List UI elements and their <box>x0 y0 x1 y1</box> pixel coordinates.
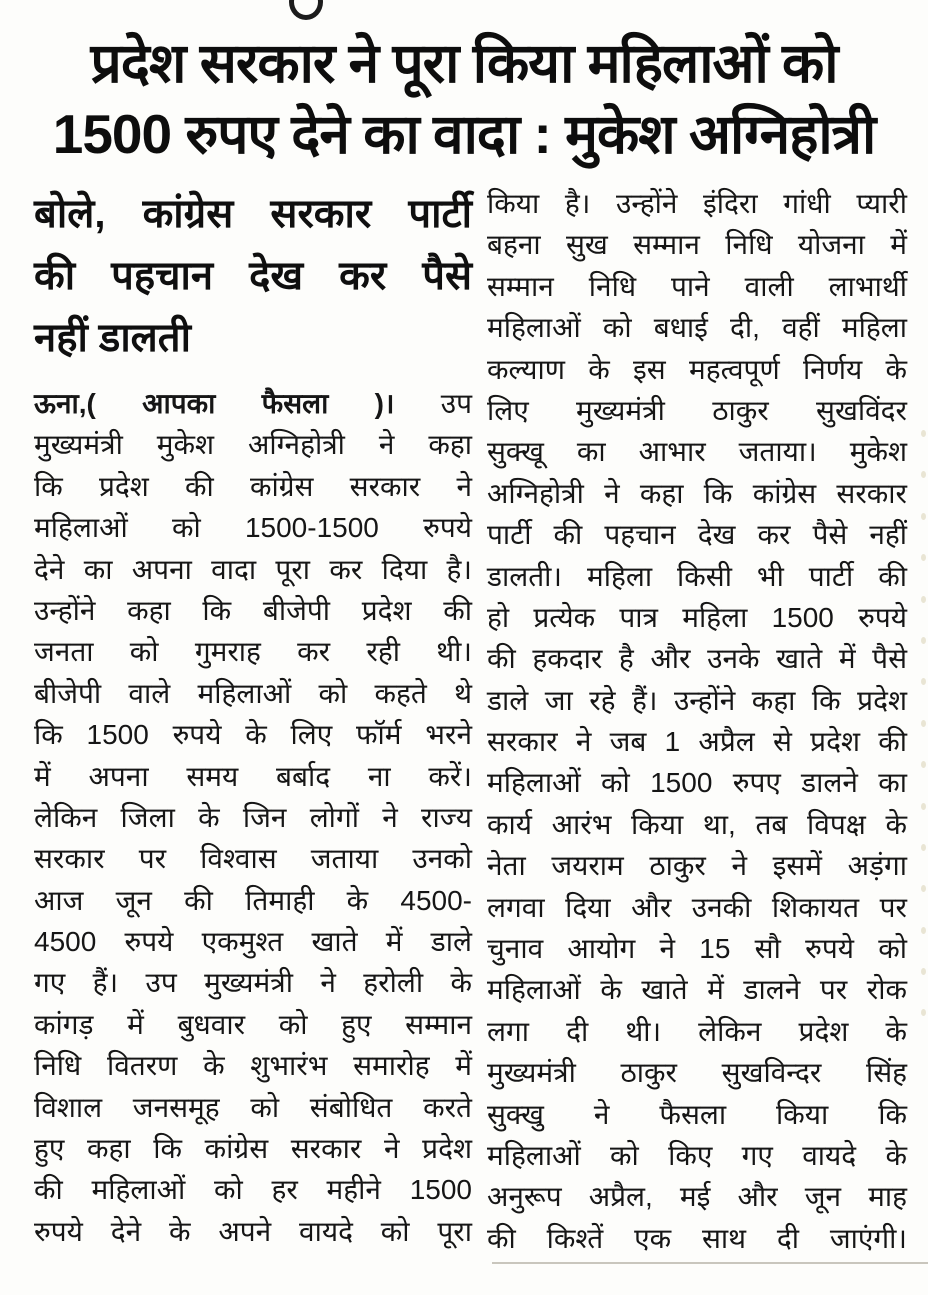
body-line: सरकार पर विश्वास जताया उनको <box>34 843 472 875</box>
subheadline-line: नहीं डालती <box>34 316 191 360</box>
body-line: की महिलाओं को हर महीने 1500 <box>34 1174 472 1206</box>
body-line: महिलाओं को किए गए वायदे के <box>487 1139 907 1171</box>
body-line: गए हैं। उप मुख्यमंत्री ने हरोली के <box>34 967 472 999</box>
body-line: विशाल जनसमूह को संबोधित करते <box>34 1091 472 1123</box>
body-line: की किश्तें एक साथ दी जाएंगी। <box>487 1222 907 1254</box>
body-line: बहना सुख सम्मान निधि योजना में <box>487 229 907 261</box>
body-column-left <box>34 183 472 1259</box>
body-line: सुक्खु ने फैसला किया कि <box>487 1098 907 1130</box>
body-line: लगवा दिया और उनकी शिकायत पर <box>487 891 907 923</box>
body-line: कार्य आरंभ किया था, तब विपक्ष के <box>487 808 907 840</box>
body-line: नेता जयराम ठाकुर ने इसमें अड़ंगा <box>487 850 907 882</box>
body-line: हुए कहा कि कांग्रेस सरकार ने प्रदेश <box>34 1133 472 1165</box>
body-line: लगा दी थी। लेकिन प्रदेश के <box>487 1015 907 1047</box>
body-line: अग्निहोत्री ने कहा कि कांग्रेस सरकार <box>487 477 907 509</box>
body-line: की हकदार है और उनके खाते में पैसे <box>487 643 907 675</box>
body-line: कि 1500 रुपये के लिए फॉर्म भरने <box>34 719 472 751</box>
dateline: ऊना,( आपका फैसला )। <box>34 388 395 419</box>
article-headline <box>10 28 918 170</box>
body-line: लेकिन जिला के जिन लोगों ने राज्य <box>34 801 472 833</box>
body-line: देने का अपना वादा पूरा कर दिया है। <box>34 553 472 585</box>
body-line: सम्मान निधि पाने वाली लाभार्थी <box>487 270 907 302</box>
body-line: कांगड़ में बुधवार को हुए सम्मान <box>34 1008 472 1040</box>
body-line: उन्होंने कहा कि बीजेपी प्रदेश की <box>34 594 472 626</box>
body-line: कल्याण के इस महत्वपूर्ण निर्णय के <box>487 353 907 385</box>
body-line: डाले जा रहे हैं। उन्होंने कहा कि प्रदेश <box>487 684 907 716</box>
body-line: रुपये देने के अपने वायदे को पूरा <box>34 1215 472 1247</box>
right-edge-scan-artifacts <box>921 430 927 1051</box>
headline-line-2: 1500 रुपए देने का वादा : मुकेश अग्निहोत्री <box>52 103 876 165</box>
body-line: हो प्रत्येक पात्र महिला 1500 रुपये <box>487 601 907 633</box>
body-line: महिलाओं को 1500 रुपए डालने का <box>487 767 907 799</box>
body-column-right <box>487 183 907 1259</box>
body-line: निधि वितरण के शुभारंभ समारोह में <box>34 1050 472 1082</box>
body-line: सुक्खू का आभार जताया। मुकेश <box>487 436 907 468</box>
body-line: मुख्यमंत्री ठाकुर सुखविन्दर सिंह <box>487 1057 907 1089</box>
subheadline-line: बोले, कांग्रेस सरकार पार्टी <box>34 192 472 236</box>
article-subheadline <box>34 183 472 369</box>
adjacent-article-rule <box>492 1262 928 1264</box>
body-line: मुख्यमंत्री मुकेश अग्निहोत्री ने कहा <box>34 429 472 461</box>
article-body-columns <box>34 183 907 1259</box>
cut-off-letter-fragment <box>289 0 323 20</box>
subheadline-line: की पहचान देख कर पैसे <box>34 254 472 298</box>
body-line: जनता को गुमराह कर रही थी। <box>34 636 472 668</box>
dateline-row <box>34 383 472 424</box>
body-line: आज जून की तिमाही के 4500- <box>34 884 472 916</box>
body-line: 4500 रुपये एकमुश्त खाते में डाले <box>34 926 472 958</box>
body-line: कि प्रदेश की कांग्रेस सरकार ने <box>34 470 472 502</box>
body-line: चुनाव आयोग ने 15 सौ रुपये को <box>487 933 907 965</box>
body-line: महिलाओं को 1500-1500 रुपये <box>34 512 472 544</box>
body-line: सरकार ने जब 1 अप्रैल से प्रदेश की <box>487 726 907 758</box>
headline-line-1: प्रदेश सरकार ने पूरा किया महिलाओं को <box>90 32 838 94</box>
body-line: बीजेपी वाले महिलाओं को कहते थे <box>34 677 472 709</box>
body-line: अनुरूप अप्रैल, मई और जून माह <box>487 1181 907 1213</box>
body-line: पार्टी की पहचान देख कर पैसे नहीं <box>487 519 907 551</box>
right-body-text <box>487 183 907 1259</box>
dateline-continuation: उप <box>440 388 472 419</box>
body-line: किया है। उन्होंने इंदिरा गांधी प्यारी <box>487 188 907 219</box>
body-line: महिलाओं के खाते में डालने पर रोक <box>487 974 907 1006</box>
body-line: डालती। महिला किसी भी पार्टी की <box>487 560 907 592</box>
body-line: लिए मुख्यमंत्री ठाकुर सुखविंदर <box>487 394 907 426</box>
left-body-text <box>34 424 472 1252</box>
body-line: में अपना समय बर्बाद ना करें। <box>34 760 472 792</box>
body-line: महिलाओं को बधाई दी, वहीं महिला <box>487 312 907 344</box>
